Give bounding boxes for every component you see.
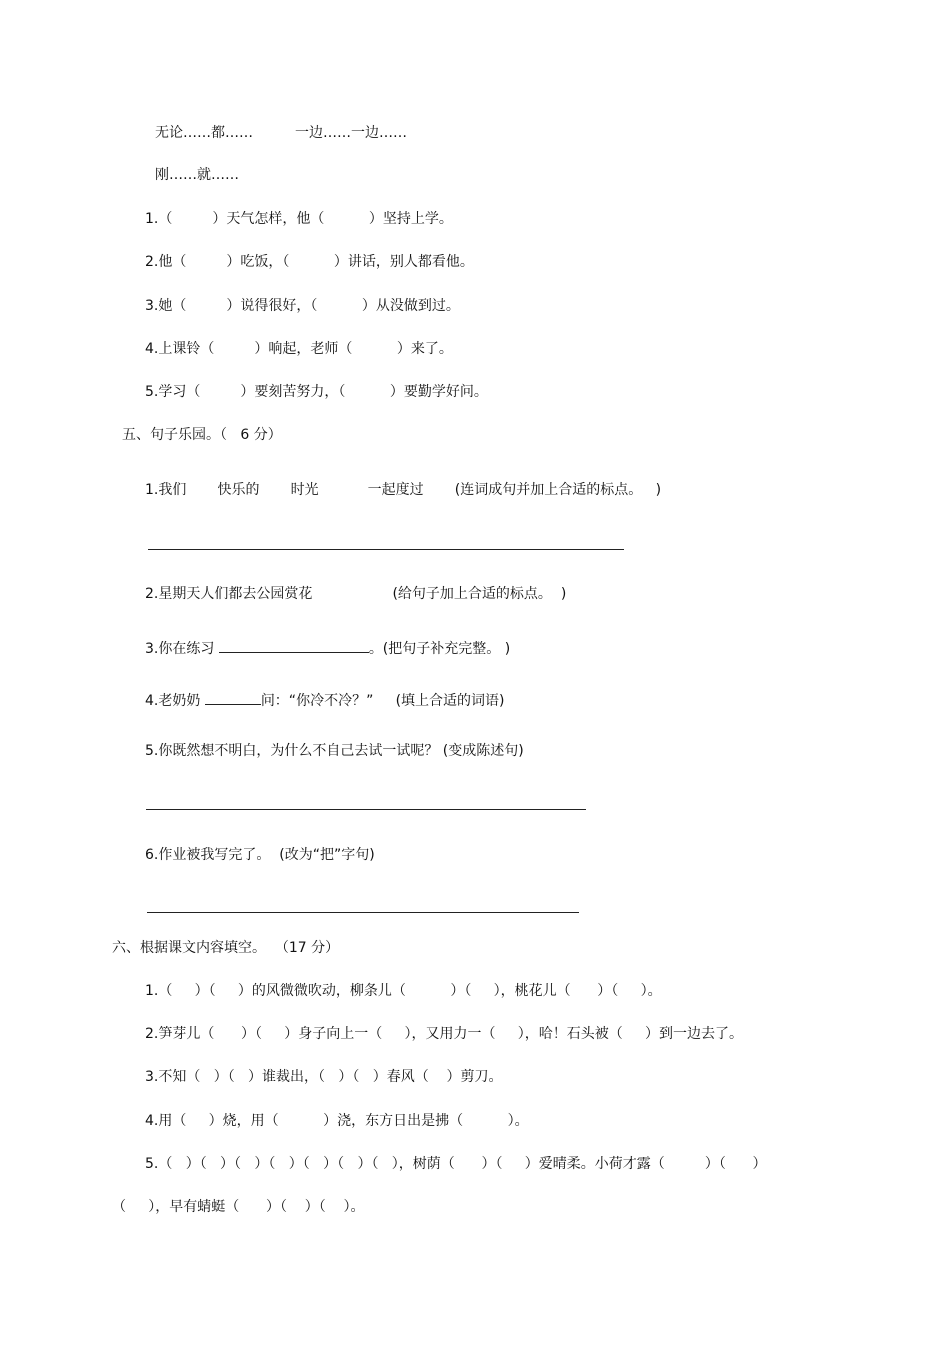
sentence-item-4-prefix: 4.老奶奶 — [145, 693, 205, 709]
blank-practice — [219, 638, 369, 653]
answer-line-6 — [147, 912, 579, 913]
section-six-heading: 六、根据课文内容填空。 （17 分） — [112, 940, 340, 956]
sentence-item-4-suffix: 问：“你冷不冷？” (填上合适的词语) — [260, 693, 505, 709]
sentence-item-3 — [145, 638, 510, 658]
recall-item-5: 5.（ ）（ ）（ ）（ ）（ ）（ ）（ ），树荫（ ）（ ）爱晴柔。小荷才露（ ）（ ） — [145, 1156, 767, 1172]
recall-item-2: 2.笋芽儿（ ）（ ）身子向上一（ ），又用力一（ ），哈！石头被（ ）到一边去了。 — [145, 1026, 744, 1042]
answer-line-5 — [146, 809, 586, 810]
sentence-item-4 — [145, 690, 505, 710]
recall-item-3: 3.不知（ ）（ ）谁裁出，（ ）（ ）春风（ ）剪刀。 — [145, 1069, 503, 1085]
sentence-item-5: 5.你既然想不明白，为什么不自己去试一试呢？ (变成陈述句) — [145, 743, 524, 759]
connector-yibian-yibian: 一边……一边…… — [295, 125, 407, 141]
sentence-item-6: 6.作业被我写完了。 (改为“把”字句) — [145, 847, 375, 863]
fill-item-4: 4.上课铃（ ）响起，老师（ ）来了。 — [145, 341, 453, 357]
sentence-item-3-prefix: 3.你在练习 — [145, 641, 219, 657]
fill-item-3: 3.她（ ）说得很好，（ ）从没做到过。 — [145, 298, 460, 314]
fill-item-2: 2.他（ ）吃饭，（ ）讲话，别人都看他。 — [145, 254, 474, 270]
recall-item-4: 4.用（ ）烧，用（ ）浇，东方日出是拂（ ）。 — [145, 1113, 529, 1129]
connector-wulun-dou: 无论……都…… — [155, 125, 253, 141]
sentence-item-3-suffix: 。(把句子补充完整。 ) — [368, 641, 511, 657]
recall-item-5-continued: （ ），早有蜻蜓（ ）（ ）（ ）。 — [112, 1199, 365, 1215]
connector-gang-jiu: 刚……就…… — [155, 167, 239, 183]
recall-item-1: 1.（ ）（ ）的风微微吹动，柳条儿（ ）（ ），桃花儿（ ）（ ）。 — [145, 983, 662, 999]
sentence-item-2: 2.星期天人们都去公园赏花 (给句子加上合适的标点。 ) — [145, 586, 567, 602]
answer-line-1 — [148, 549, 624, 550]
fill-item-1: 1.（ ）天气怎样，他（ ）坚持上学。 — [145, 211, 453, 227]
blank-granny — [205, 690, 261, 705]
section-five-heading: 五、句子乐园。（ 6 分） — [122, 427, 282, 443]
sentence-item-1: 1.我们 快乐的 时光 一起度过 (连词成句并加上合适的标点。 ) — [145, 482, 662, 498]
fill-item-5: 5.学习（ ）要刻苦努力，（ ）要勤学好问。 — [145, 384, 488, 400]
